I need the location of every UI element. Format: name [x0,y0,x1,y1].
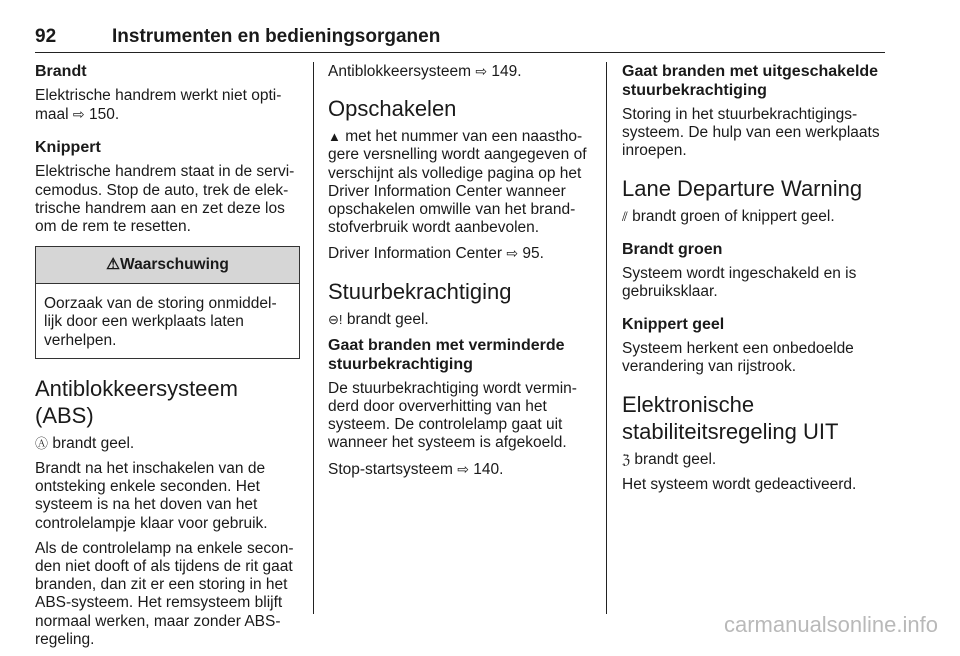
abs-heading: Antiblokkeersysteem (ABS) [35,375,238,428]
brandt-heading: Brandt [35,63,87,80]
column-divider-1 [313,62,314,614]
page-ref[interactable]: 150. [88,106,120,124]
dic-crossref: Driver Information Center ⇨ 95. [328,245,544,263]
stuur-subheading: Gaat branden met verminderde stuurbekrachtiging [328,336,565,373]
knippert-heading: Knippert [35,139,101,157]
knippert-text: Elektrische handrem staat in de servi-cemodus. Stop de auto, trek de elek-trische handrem aan en zet deze los om de rem te resetten. [35,163,295,236]
abs-paragraph-2: Als de controlelamp na enkele secon-den niet dooft of als tijdens de rit gaat branden, dan zit er een storing in het ABS-systeem. Het remsysteem blijft normaal werken, maar zonder ABS-regeling. [35,539,294,648]
esc-status-line: ℨ brandt geel. [622,450,717,468]
abs-crossref: Antiblokkeersysteem ⇨ 149. [328,63,522,80]
esc-text: Het systeem wordt gedeactiveerd. [622,475,857,493]
lane-heading: Lane Departure Warning [622,175,863,201]
ref-arrow-icon: ⇨ [457,460,469,477]
geel-heading: Knippert geel [622,316,725,334]
groen-heading: Brandt groen [622,240,723,258]
warning-title: Waarschuwing [120,256,229,274]
warning-header [36,247,299,284]
steering-warning-icon: ⊖! [328,311,343,327]
abs-paragraph-1: Brandt na het inschakelen van de ontsteking enkele seconden. Het systeem is na het doven van het controlelampje klaar voor gebruik. [35,460,268,532]
stuur-text: De stuurbekrachtiging wordt vermin-derd door oververhitting van het systeem. De controlelamp gaat uit wanneer het systeem is afgekoeld. [328,379,577,452]
watermark: carmanualsonline.info [723,612,938,637]
stopstart-crossref: Stop-startsysteem ⇨ 140. [328,460,504,478]
stuur-status-line: ⊖! brandt geel. [328,310,429,328]
lane-departure-icon: ⫽ [622,208,628,224]
abs-icon: Ⓐ [35,435,49,451]
abs-status-line: Ⓐ brandt geel. [35,434,135,452]
opschakelen-heading: Opschakelen [328,96,457,122]
column-1 [35,62,300,656]
ref-arrow-icon: ⇨ [72,106,85,123]
warning-text: Oorzaak van de storing onmiddel-lijk door een werkplaats laten verhelpen. [44,295,277,349]
esc-heading: Elektronische stabiliteitsregeling UIT [622,391,839,444]
uit-text: Storing in het stuurbekrachtigings-systeem. De hulp van een werkplaats inroepen. [622,106,880,160]
page-ref[interactable]: 140. [473,460,504,478]
uit-subheading: Gaat branden met uitgeschakelde stuurbekrachtiging [622,63,879,99]
warning-triangle-icon: ⚠ [106,256,121,274]
page-title: Instrumenten en bedieningsorganen [112,26,441,47]
stuur-heading: Stuurbekrachtiging [328,278,512,304]
geel-text: Systeem herkent een onbedoelde verandering van rijstrook. [622,340,854,376]
column-3 [622,62,887,501]
ref-arrow-icon: ⇨ [475,63,488,79]
upshift-arrow-icon: ▲ [328,129,341,145]
groen-text: Systeem wordt ingeschakeld en is gebruiksklaar. [622,264,857,301]
lane-status-line: ⫽ brandt groen of knippert geel. [622,207,835,225]
column-2 [328,62,593,486]
esc-off-icon: ℨ [622,451,631,467]
column-divider-2 [606,62,607,614]
page-header [35,22,885,53]
ref-arrow-icon: ⇨ [506,245,519,262]
brandt-text: Elektrische handrem werkt niet opti-maal ⇨ 150. [35,87,282,124]
page-number: 92 [35,26,57,47]
warning-box [35,246,300,359]
opschakelen-text: ▲ met het nummer van een naastho-gere versnelling wordt aangegeven of verschijnt als volledige pagina op het Driver Information Center wanneer opschakelen omwille van het brand-stofverbruik wordt aanbevolen. [328,128,587,237]
page-ref[interactable]: 149. [491,63,522,80]
page-ref[interactable]: 95. [522,245,544,263]
